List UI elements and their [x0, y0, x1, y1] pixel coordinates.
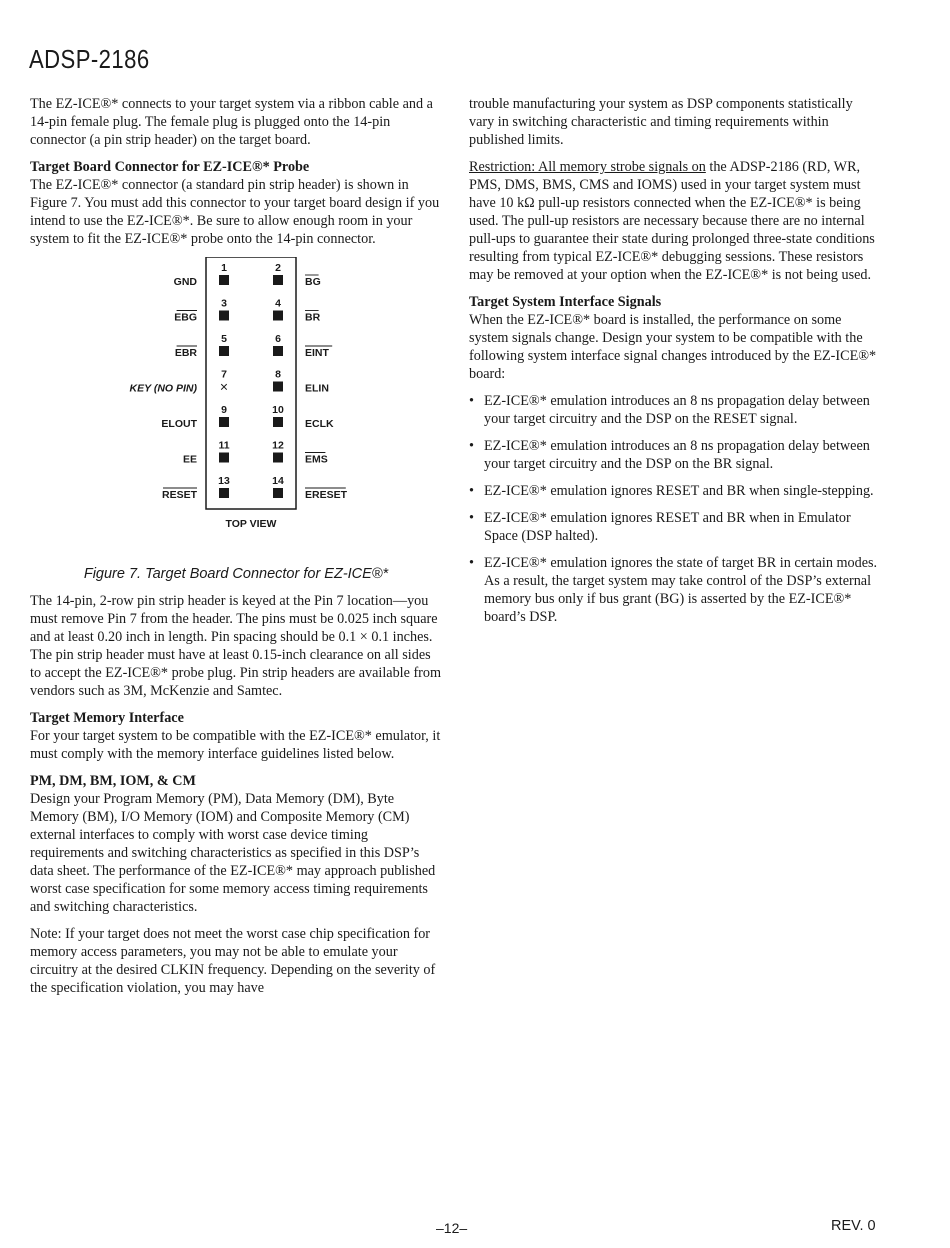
pin-signal-label-left: RESET [161, 489, 197, 501]
connector-paragraph: The EZ-ICE®* connector (a standard pin strip header) is shown in Figure 7. You must add this connector to your target board design if you intend to use the EZ-ICE®*. Be sure to allow enough room in your system to fit the EZ-ICE®* probe onto the 14-pin connector. [30, 177, 440, 247]
signal-changes-list [469, 392, 881, 626]
revision-label: REV. 0 [831, 1218, 876, 1234]
connector-pinout-svg [30, 257, 442, 561]
memory-design-paragraph: Design your Program Memory (PM), Data Memory (DM), Byte Memory (BM), I/O Memory (IOM) and Composite Memory (CM) external interfaces to comply with worst case device timing requirements and switching characteristics as specified in this DSP’s data sheet. The performance of the EZ-ICE®* may approach published worst case specification for some memory access timing requirements and switching characteristics. [30, 791, 436, 915]
pin-square [219, 488, 229, 498]
right-column [469, 95, 881, 635]
interface-signals-paragraph: When the EZ-ICE®* board is installed, the performance on some system signals change. Design your system to be compatible with the following system interface signal changes introduced by the EZ-ICE®* board: [469, 312, 877, 382]
memory-interface-paragraph: For your target system to be compatible with the EZ-ICE®* emulator, it must comply with the memory interface guidelines listed below. [30, 728, 441, 762]
document-title: ADSP-2186 [29, 44, 150, 74]
pin-number-label: 2 [275, 262, 281, 274]
restriction-paragraph [469, 158, 881, 284]
pin-signal-label-right: EMS [305, 453, 328, 466]
note-paragraph: Note: If your target does not meet the worst case chip specification for memory access parameters, you may not be able to emulate your circuitry at the desired CLKIN frequency. Depending on the severity of the specification violation, you may have [30, 926, 436, 996]
pin-signal-label-left: EBR [174, 347, 197, 359]
pin-number-label: 3 [221, 297, 227, 310]
section-heading-interface-signals: Target System Interface Signals [469, 294, 662, 310]
pin-square [273, 417, 283, 427]
pin-signal-label-right: BG [305, 276, 321, 288]
left-column [30, 95, 442, 1006]
pin-square [273, 346, 283, 356]
pin-strip-paragraph: The 14-pin, 2-row pin strip header is keyed at the Pin 7 location—you must remove Pin 7 from the header. The pins must be 0.025 inch square and at least 0.20 inch in length. Pin spacing should be 0.1 × 0.1 inches. The pin strip header must have at least 0.15-inch clearance on all sides to accept the EZ-ICE®* probe plug. Pin strip headers are available from vendors such as 3M, McKenzie and Samtec. [30, 593, 442, 699]
pin-signal-label-left: EE [182, 453, 197, 466]
section-heading-target-board-connector: Target Board Connector for EZ-ICE®* Probe [30, 159, 310, 175]
page-number: –12– [436, 1220, 468, 1236]
pin-number-label: 5 [221, 333, 227, 345]
pin-number-label: 10 [272, 404, 284, 416]
figure-caption: Figure 7. Target Board Connector for EZ-ICE®* [83, 566, 389, 582]
pin-square [273, 453, 283, 463]
pin-square [273, 382, 283, 392]
pin-number-label: 7 [221, 368, 227, 381]
list-item: • EZ-ICE®* emulation introduces an 8 ns propagation delay between your target circuitry and the DSP on the RESET signal. [469, 392, 881, 428]
section-heading-target-memory-interface: Target Memory Interface [30, 710, 184, 726]
pin-square [219, 275, 229, 285]
pin-signal-label-left: KEY (NO PIN) [129, 382, 197, 395]
pin-square [219, 453, 229, 463]
top-view-label: TOP VIEW [225, 518, 277, 530]
pin-number-label: 6 [275, 333, 281, 345]
list-item: • EZ-ICE®* emulation ignores RESET and BR when in Emulator Space (DSP halted). [469, 509, 881, 545]
pin-number-label: 12 [272, 439, 284, 452]
pin-number-label: 14 [272, 475, 284, 487]
restriction-label: Restriction: All memory strobe signals on [469, 159, 706, 175]
pin-number-label: 1 [221, 262, 227, 274]
list-item: • EZ-ICE®* emulation ignores the state of target BR in certain modes. As a result, the target system may take control of the DSP’s external memory bus only if bus grant (BG) is asserted by the EZ-ICE®* board’s DSP. [469, 554, 881, 626]
intro-paragraph: The EZ-ICE®* connects to your target system via a ribbon cable and a 14-pin female plug. The female plug is plugged onto the 14-pin connector (a pin strip header) on the target board. [30, 96, 433, 148]
figure-7-connector-diagram [30, 257, 442, 561]
pin-signal-label-right: ELIN [305, 382, 329, 395]
pin-number-label: 9 [221, 404, 227, 416]
pin-signal-label-right: EINT [305, 347, 329, 359]
pin-number-label: 11 [218, 439, 230, 452]
pin-signal-label-right: ERESET [305, 489, 348, 501]
pin-signal-label-left: EBG [174, 311, 197, 324]
section-heading-memory-types: PM, DM, BM, IOM, & CM [30, 773, 196, 789]
list-item: • EZ-ICE®* emulation ignores RESET and BR when single-stepping. [469, 482, 881, 500]
pin-square [219, 417, 229, 427]
pin-square [273, 488, 283, 498]
restriction-text: the ADSP-2186 (RD, WR, PMS, DMS, BMS, CMS and IOMS) used in your target system must have 10 kΩ pull-up resistors connected when the EZ-ICE®* is being used. The pull-up resistors are necessary because there are no internal pull-ups to guarantee their state during prolonged three-state conditions resulting from typical EZ-ICE®* debugging sessions. These resistors may be removed at your option when the EZ-ICE®* is not being used. [469, 159, 875, 283]
trouble-paragraph: trouble manufacturing your system as DSP components statistically vary in switching characteristic and timing requirements within published limits. [469, 96, 853, 148]
list-item: • EZ-ICE®* emulation introduces an 8 ns propagation delay between your target circuitry and the DSP on the BR signal. [469, 437, 881, 473]
pin-number-label: 13 [218, 475, 230, 487]
pin-number-label: 8 [275, 368, 281, 381]
pin-number-label: 4 [275, 297, 281, 310]
pin-signal-label-right: BR [305, 311, 321, 324]
key-marker: × [219, 378, 229, 395]
pin-square [273, 311, 283, 321]
pin-signal-label-right: ECLK [305, 418, 334, 430]
pin-square [273, 275, 283, 285]
pin-signal-label-left: GND [173, 276, 197, 288]
pin-square [219, 311, 229, 321]
pin-square [219, 346, 229, 356]
pin-signal-label-left: ELOUT [161, 418, 197, 430]
